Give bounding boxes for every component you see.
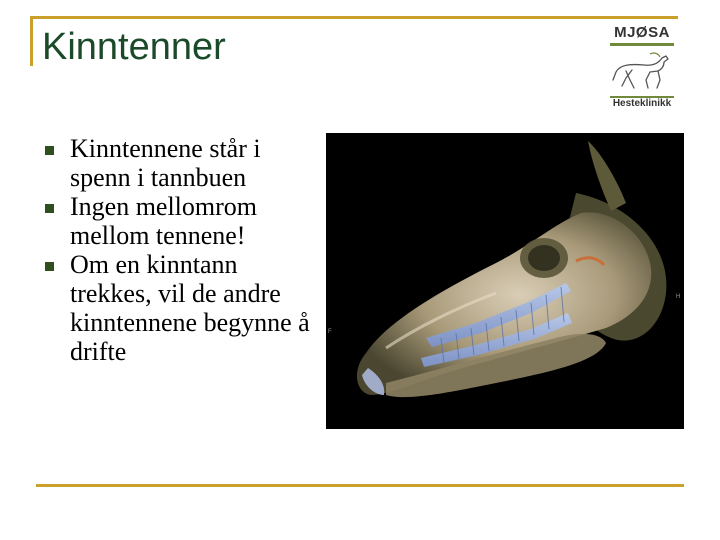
slide-title: Kinntenner <box>42 26 226 68</box>
bullet-text: Ingen mellomrom mellom tennene! <box>70 192 258 250</box>
square-bullet-icon <box>45 262 54 271</box>
frame-left-line <box>30 16 33 66</box>
bullet-text: Kinntennene står i spenn i tannbuen <box>70 134 261 192</box>
logo-subtitle: Hesteklinikk <box>612 98 672 109</box>
bullet-item <box>44 134 314 192</box>
frame-top-line <box>30 16 678 19</box>
square-bullet-icon <box>45 146 54 155</box>
bullet-item <box>44 192 314 250</box>
skull-illustration <box>326 133 684 429</box>
clinic-logo <box>600 24 680 112</box>
bullet-list <box>44 134 314 366</box>
frame-bottom-line <box>36 484 684 487</box>
image-orientation-left: F <box>328 329 332 335</box>
horse-logo-icon <box>610 50 674 94</box>
logo-divider <box>610 43 674 46</box>
image-orientation-right: H <box>676 294 681 300</box>
square-bullet-icon <box>45 204 54 213</box>
horse-skull-ct-image <box>326 133 684 429</box>
bullet-item <box>44 250 314 366</box>
bullet-text: Om en kinntann trekkes, vil de andre kinntennene begynne å drifte <box>70 250 310 366</box>
logo-wordmark: MJØSA <box>614 24 670 41</box>
